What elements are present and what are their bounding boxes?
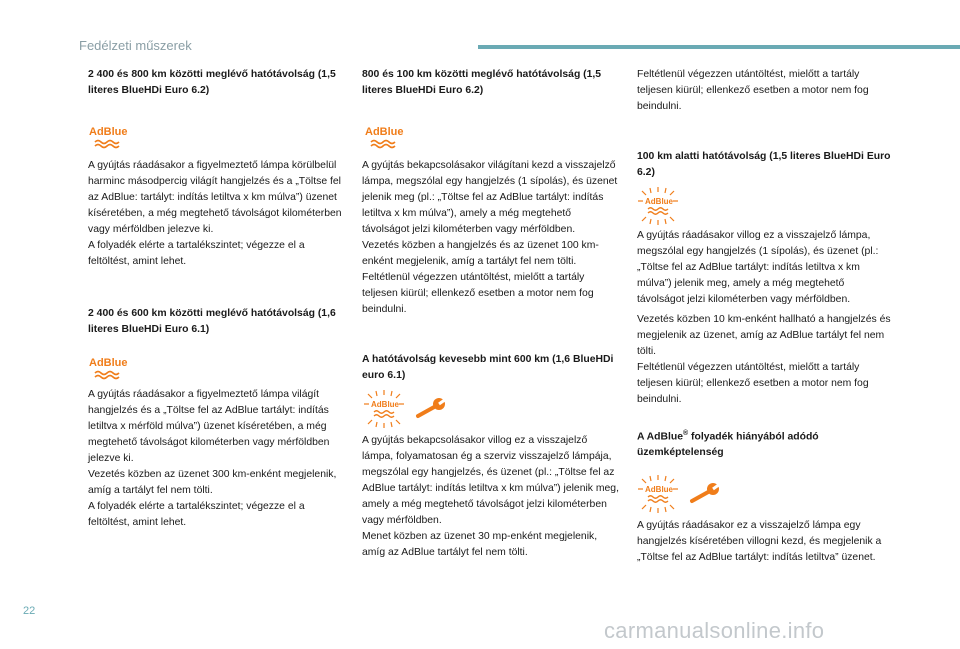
paragraph: A gyújtás ráadásakor a figyelmeztető lámpa világít hangjelzés és a „Töltse fel az AdBlue tartályt: indítás letiltva x mérföld múlva”) üzenet kíséretében, a még megtehető távolságot kilométerben vagy mérföldben jelezve ki.: [88, 389, 330, 464]
paragraph: A folyadék elérte a tartalékszintet; végezze el a feltöltést, amint lehet.: [88, 240, 305, 267]
page-number: 22: [23, 605, 36, 617]
heading-under-600: A hatótávolság kevesebb mint 600 km (1,6 BlueHDi euro 6.1): [362, 354, 614, 381]
section-title: Fedélzeti műszerek: [79, 38, 192, 53]
paragraph: Feltétlenül végezzen utántöltést, mielőtt a tartály teljesen kiürül; ellenkező esetben a motor nem fog beindulni.: [637, 362, 869, 405]
adblue-icon: [89, 123, 149, 153]
heading-text: folyadék hiányából adódó üzemképtelenség: [637, 431, 819, 459]
paragraph: Menet közben az üzenet 30 mp-enként megjelenik, amíg az AdBlue tartályt fel nem tölti.: [362, 531, 598, 558]
column-3: [637, 67, 892, 566]
heading-text: A AdBlue: [637, 431, 683, 443]
heading-800-100: 800 és 100 km közötti meglévő hatótávolság (1,5 literes BlueHDi Euro 6.2): [362, 69, 602, 96]
adblue-label: AdBlue: [371, 400, 399, 409]
wrench-icon: [692, 483, 720, 501]
header-rule: [478, 45, 960, 49]
adblue-label: AdBlue: [365, 126, 404, 138]
heading-2400-800: 2 400 és 800 km közötti meglévő hatótávolság (1,5 literes BlueHDi Euro 6.2): [88, 69, 336, 96]
watermark: carmanualsonline.info: [604, 618, 825, 643]
paragraph: A gyújtás ráadásakor ez a visszajelző lámpa egy hangjelzés kíséretében villogni kezd, és megjelenik a „Töltse fel az AdBlue tartályt: indítás letiltva” üzenet.: [637, 520, 882, 564]
column-2: [362, 67, 619, 561]
paragraph: Vezetés közben 10 km-enként hallható a hangjelzés és megjelenik az üzenet, amíg az AdBlue tartályt fel nem tölti.: [637, 314, 891, 357]
paragraph: A gyújtás ráadásakor a figyelmeztető lámpa körülbelül harminc másodpercig világít hangjelzés és a „Töltse fel az AdBlue: tartályt: indítás letiltva x km múlva”) üzenet kíséretében, a még megtehető távolságot kilométerben vagy mérföldben jelezve ki.: [88, 160, 342, 235]
paragraph: Vezetés közben a hangjelzés és az üzenet 100 km-enként megjelenik, amíg a tartályt fel nem tölti.: [362, 240, 599, 267]
adblue-label: AdBlue: [89, 126, 128, 138]
paragraph: A gyújtás bekapcsolásakor villog ez a visszajelző lámpa, folyamatosan ég a szerviz visszajelző lámpája, megszólal egy hangjelzés, és üzenet (pl.: „Töltse fel az AdBlue tartályt: indítás letiltva x km múlva”) jelenik meg, amely a még megtehető távolságot jelzi kilométerben vagy mérföldben.: [362, 435, 619, 526]
heading-2400-600: 2 400 és 600 km közötti meglévő hatótávolság (1,6 literes BlueHDi Euro 6.1): [88, 308, 336, 335]
adblue-warning-with-wrench-icon: [638, 475, 728, 513]
heading-under-100: 100 km alatti hatótávolság (1,5 literes BlueHDi Euro 6.2): [637, 151, 891, 178]
paragraph: A folyadék elérte a tartalékszintet; végezze el a feltöltést, amint lehet.: [88, 501, 305, 528]
paragraph: A gyújtás ráadásakor villog ez a visszajelző lámpa, megszólal egy hangjelzés (1 sípolás), és üzenet (pl.: „Töltse fel az AdBlue tartályt: indítás letiltva x km múlva”) jelenik meg, amely a még megtehető távolságot jelzi kilométerben vagy mérföldben.: [637, 230, 879, 305]
adblue-label: AdBlue: [89, 357, 128, 369]
adblue-icon: [365, 123, 425, 153]
adblue-label: AdBlue: [645, 197, 673, 206]
column-1: [88, 67, 343, 531]
adblue-label: AdBlue: [645, 485, 673, 495]
heading-breakdown: [637, 426, 892, 461]
paragraph: Feltétlenül végezzen utántöltést, mielőtt a tartály teljesen kiürül; ellenkező esetben a motor nem fog beindulni.: [362, 272, 594, 315]
paragraph: Vezetés közben az üzenet 300 km-enként megjelenik, amíg a tartályt fel nem tölti.: [88, 469, 337, 496]
adblue-icon: [89, 354, 149, 384]
adblue-warning-with-wrench-icon: [364, 390, 454, 428]
paragraph: Feltétlenül végezzen utántöltést, mielőtt a tartály teljesen kiürül; ellenkező esetben a motor nem fog beindulni.: [637, 69, 869, 112]
adblue-warning-icon: [638, 187, 688, 225]
registered-mark: ®: [683, 430, 689, 437]
paragraph: A gyújtás bekapcsolásakor világítani kezd a visszajelző lámpa, megszólal egy hangjelzés (1 sípolás), és üzenet jelenik meg (pl.: „Töltse fel az AdBlue tartályt: indítás letiltva x km múlva”), amely a még megtehető távolságot jelzi kilométerben vagy mérföldben.: [362, 160, 618, 235]
wrench-icon: [418, 398, 446, 416]
